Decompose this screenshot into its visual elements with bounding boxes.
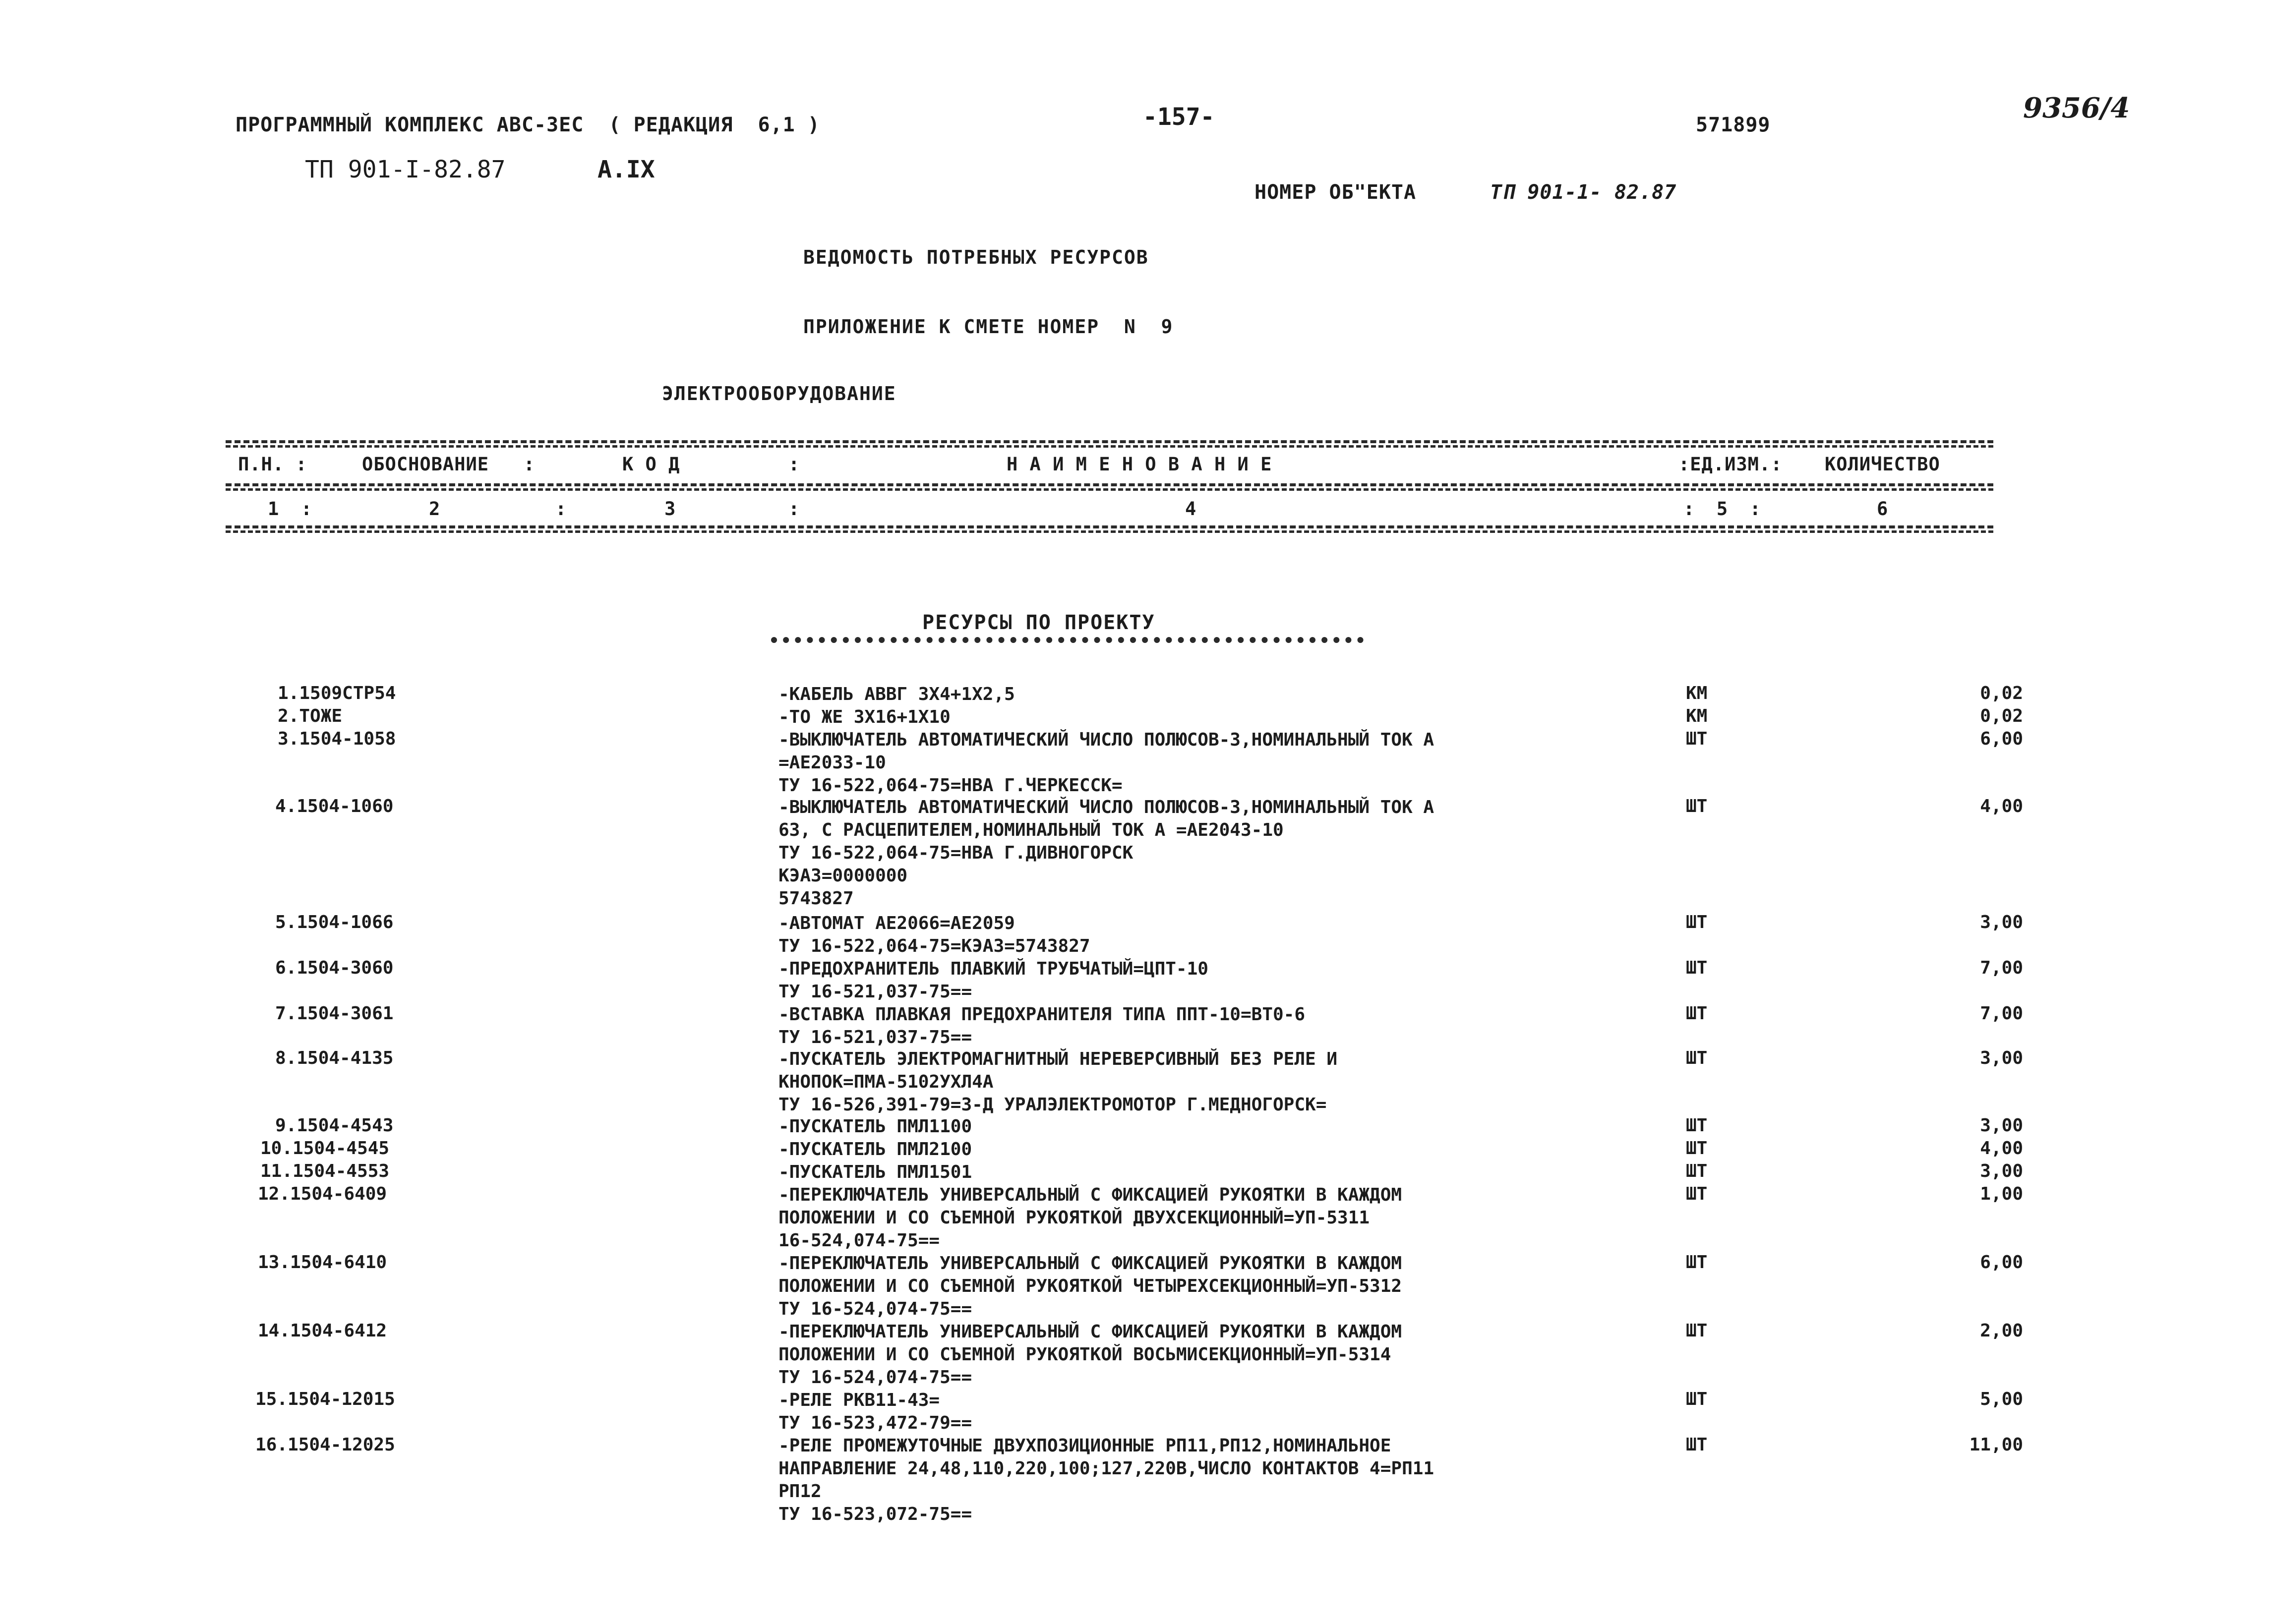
- sheet-mark: 9356/4: [2023, 92, 2130, 124]
- row-quantity: 3,00: [1980, 912, 2023, 932]
- group-title: ЭЛЕКТРООБОРУДОВАНИЕ: [662, 383, 896, 405]
- program-line: ПРОГРАММНЫЙ КОМПЛЕКС АВС-3ЕС ( РЕДАКЦИЯ 6,1 ): [236, 114, 820, 136]
- col-header-sep: :: [788, 454, 800, 475]
- appendix-title: ПРИЛОЖЕНИЕ К СМЕТЕ НОМЕР N 9: [803, 316, 1174, 338]
- row-number: 3.1504-1058: [278, 729, 396, 749]
- col-header-qty: КОЛИЧЕСТВО: [1825, 454, 1940, 475]
- row-quantity: 0,02: [1980, 706, 2023, 726]
- header-rule-top-2: [226, 445, 1993, 448]
- row-description: -КАБЕЛЬ АВВГ 3Х4+1Х2,5: [778, 684, 1015, 704]
- col-header-pn: П.Н. :: [238, 454, 307, 475]
- row-unit: ШТ: [1686, 1115, 1708, 1136]
- header-rule-mid: [226, 483, 1993, 486]
- row-quantity: 1,00: [1980, 1184, 2023, 1204]
- row-number: 15.1504-12015: [255, 1389, 395, 1409]
- row-quantity: 7,00: [1980, 958, 2023, 978]
- row-description: -АВТОМАТ АЕ2066=АЕ2059 ТУ 16-522,064-75=КЭАЗ=5743827: [778, 913, 1090, 956]
- row-quantity: 7,00: [1980, 1003, 2023, 1024]
- row-number: 1.1509СТР54: [278, 683, 396, 703]
- row-unit: КМ: [1686, 706, 1708, 726]
- row-unit: ШТ: [1686, 1048, 1708, 1068]
- row-unit: ШТ: [1686, 796, 1708, 816]
- col-number-sep-2: :: [788, 498, 800, 520]
- row-number: 7.1504-3061: [275, 1003, 394, 1024]
- row-description: -ПУСКАТЕЛЬ ПМЛ1501: [778, 1162, 972, 1182]
- row-quantity: 3,00: [1980, 1161, 2023, 1181]
- document-code: 571899: [1696, 114, 1771, 136]
- row-description: -ПЕРЕКЛЮЧАТЕЛЬ УНИВЕРСАЛЬНЫЙ С ФИКСАЦИЕЙ РУКОЯТКИ В КАЖДОМ ПОЛОЖЕНИИ И СО СЪЕМНОЙ РУКОЯТКОЙ ЧЕТЫРЕХСЕКЦИОННЫЙ=УП-5312 ТУ 16-524,074-75==: [778, 1253, 1402, 1319]
- row-description: -ПУСКАТЕЛЬ ЭЛЕКТРОМАГНИТНЫЙ НЕРЕВЕРСИВНЫЙ БЕЗ РЕЛЕ И КНОПОК=ПМА-5102УХЛ4А ТУ 16-526,391-79=3-Д УРАЛЭЛЕКТРОМОТОР Г.МЕДНОГОРСК=: [778, 1049, 1338, 1115]
- row-number: 4.1504-1060: [275, 796, 394, 816]
- row-unit: ШТ: [1686, 729, 1708, 749]
- col-number-2: 2: [429, 498, 440, 520]
- row-number: 6.1504-3060: [275, 958, 394, 978]
- album-number: А.IX: [597, 156, 655, 183]
- row-unit: ШТ: [1686, 1321, 1708, 1341]
- row-description: -РЕЛЕ ПРОМЕЖУТОЧНЫЕ ДВУХПОЗИЦИОННЫЕ РП11,РП12,НОМИНАЛЬНОЕ НАПРАВЛЕНИЕ 24,48,110,220,100;127,220В,ЧИСЛО КОНТАКТОВ 4=РП11 РП12 ТУ 16-523,072-75==: [778, 1436, 1434, 1524]
- row-quantity: 11,00: [1969, 1435, 2023, 1455]
- row-description: -РЕЛЕ РКВ11-43= ТУ 16-523,472-79==: [778, 1390, 972, 1433]
- object-label: НОМЕР ОБ"ЕКТА: [1254, 181, 1417, 204]
- row-description: -ПЕРЕКЛЮЧАТЕЛЬ УНИВЕРСАЛЬНЫЙ С ФИКСАЦИЕЙ РУКОЯТКИ В КАЖДОМ ПОЛОЖЕНИИ И СО СЪЕМНОЙ РУКОЯТКОЙ ВОСЬМИСЕКЦИОННЫЙ=УП-5314 ТУ 16-524,074-75==: [778, 1322, 1402, 1388]
- row-quantity: 6,00: [1980, 1252, 2023, 1273]
- row-number: 8.1504-4135: [275, 1048, 394, 1068]
- row-number: 9.1504-4543: [275, 1115, 394, 1136]
- row-number: 14.1504-6412: [258, 1321, 387, 1341]
- row-quantity: 4,00: [1980, 1138, 2023, 1159]
- col-header-code: К О Д: [622, 454, 680, 475]
- page-number: -157-: [1143, 103, 1215, 131]
- row-unit: ШТ: [1686, 1161, 1708, 1181]
- col-header-name: Н А И М Е Н О В А Н И Е: [1007, 454, 1272, 475]
- row-quantity: 3,00: [1980, 1115, 2023, 1136]
- col-header-unit: :ЕД.ИЗМ.:: [1678, 454, 1783, 475]
- row-description: -ПЕРЕКЛЮЧАТЕЛЬ УНИВЕРСАЛЬНЫЙ С ФИКСАЦИЕЙ РУКОЯТКИ В КАЖДОМ ПОЛОЖЕНИИ И СО СЪЕМНОЙ РУКОЯТКОЙ ДВУХСЕКЦИОННЫЙ=УП-5311 16-524,074-75==: [778, 1185, 1402, 1251]
- row-unit: ШТ: [1686, 958, 1708, 978]
- document-title: ВЕДОМОСТЬ ПОТРЕБНЫХ РЕСУРСОВ: [803, 246, 1149, 268]
- row-number: 11.1504-4553: [260, 1161, 390, 1181]
- col-number-6: 6: [1877, 498, 1888, 520]
- row-description: -ПУСКАТЕЛЬ ПМЛ1100: [778, 1116, 972, 1137]
- row-unit: ШТ: [1686, 1138, 1708, 1159]
- object-value: ТП 901-1- 82.87: [1490, 181, 1677, 204]
- row-quantity: 4,00: [1980, 796, 2023, 816]
- row-description: -ТО ЖЕ 3Х16+1Х10: [778, 707, 951, 727]
- row-number: 12.1504-6409: [258, 1184, 387, 1204]
- row-number: 16.1504-12025: [255, 1435, 395, 1455]
- row-description: -ВСТАВКА ПЛАВКАЯ ПРЕДОХРАНИТЕЛЯ ТИПА ППТ-10=ВТ0-6 ТУ 16-521,037-75==: [778, 1004, 1306, 1047]
- col-number-5: : 5 :: [1683, 498, 1761, 520]
- header-rule-top: [226, 440, 1993, 443]
- col-header-basis: ОБОСНОВАНИЕ :: [362, 454, 536, 475]
- row-quantity: 6,00: [1980, 729, 2023, 749]
- row-unit: ШТ: [1686, 912, 1708, 932]
- row-unit: ШТ: [1686, 1435, 1708, 1455]
- col-number-sep: :: [555, 498, 567, 520]
- section-title: РЕСУРСЫ ПО ПРОЕКТУ: [922, 611, 1155, 634]
- row-quantity: 5,00: [1980, 1389, 2023, 1409]
- header-rule-bottom-2: [226, 530, 1993, 533]
- row-unit: КМ: [1686, 683, 1708, 703]
- row-description: -ВЫКЛЮЧАТЕЛЬ АВТОМАТИЧЕСКИЙ ЧИСЛО ПОЛЮСОВ-3,НОМИНАЛЬНЫЙ ТОК А =АЕ2033-10 ТУ 16-522,064-75=НВА Г.ЧЕРКЕССК=: [778, 730, 1434, 796]
- row-quantity: 2,00: [1980, 1321, 2023, 1341]
- row-quantity: 3,00: [1980, 1048, 2023, 1068]
- col-number-3: 3: [664, 498, 676, 520]
- row-quantity: 0,02: [1980, 683, 2023, 703]
- row-number: 10.1504-4545: [260, 1138, 390, 1159]
- row-number: 13.1504-6410: [258, 1252, 387, 1273]
- row-description: -ВЫКЛЮЧАТЕЛЬ АВТОМАТИЧЕСКИЙ ЧИСЛО ПОЛЮСОВ-3,НОМИНАЛЬНЫЙ ТОК А 63, С РАСЦЕПИТЕЛЕМ,НОМИНАЛЬНЫЙ ТОК А =АЕ2043-10 ТУ 16-522,064-75=НВА Г.ДИВНОГОРСК КЭАЗ=0000000 5743827: [778, 797, 1434, 909]
- row-unit: ШТ: [1686, 1252, 1708, 1273]
- row-unit: ШТ: [1686, 1184, 1708, 1204]
- project-number: ТП 901-I-82.87: [305, 156, 506, 183]
- header-rule-mid-2: [226, 488, 1993, 491]
- row-unit: ШТ: [1686, 1389, 1708, 1409]
- header-rule-bottom: [226, 525, 1993, 528]
- col-number-4: 4: [1185, 498, 1196, 520]
- row-unit: ШТ: [1686, 1003, 1708, 1024]
- row-description: -ПРЕДОХРАНИТЕЛЬ ПЛАВКИЙ ТРУБЧАТЫЙ=ЦПТ-10 ТУ 16-521,037-75==: [778, 959, 1208, 1002]
- row-number: 2.ТОЖЕ: [278, 706, 343, 726]
- row-number: 5.1504-1066: [275, 912, 394, 932]
- col-number-1: 1 :: [268, 498, 312, 520]
- section-underline: [771, 637, 1364, 643]
- row-description: -ПУСКАТЕЛЬ ПМЛ2100: [778, 1139, 972, 1160]
